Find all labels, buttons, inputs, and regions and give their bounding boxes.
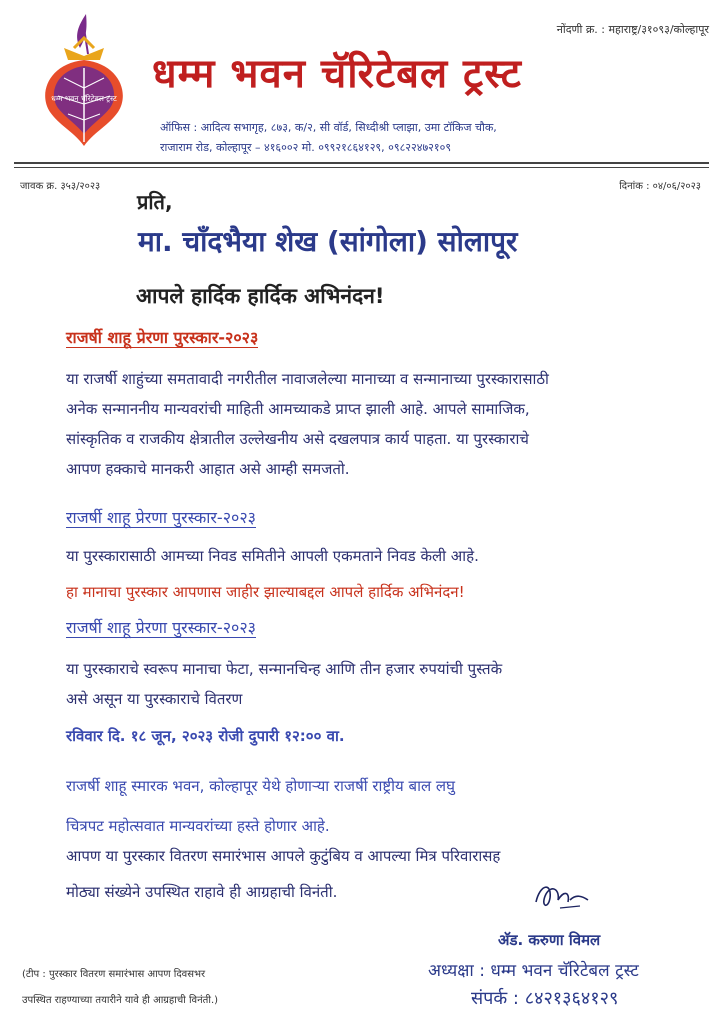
paragraph-line: सांस्कृतिक व राजकीय क्षेत्रातील उल्लेखनीय असे दखलपात्र कार्य पाहता. या पुरस्काराचे	[66, 430, 529, 448]
event-datetime: रविवार दि. १८ जून, २०२३ रोजी दुपारी १२:०० वा.	[66, 727, 345, 745]
header-divider-thin	[14, 167, 709, 168]
greeting: आपले हार्दिक हार्दिक अभिनंदन!	[136, 284, 385, 308]
award-title-3: राजर्षी शाहू प्रेरणा पुरस्कार-२०२३	[66, 618, 256, 637]
paragraph-1	[66, 364, 549, 484]
header-divider	[14, 162, 709, 164]
outward-number: जावक क्र. ३५३/२०२३	[20, 181, 101, 192]
paragraph-3	[66, 654, 502, 714]
award-title-1: राजर्षी शाहू प्रेरणा पुरस्कार-२०२३	[66, 328, 259, 347]
paragraph-line: अनेक सन्माननीय मान्यवरांची माहिती आमच्याकडे प्राप्त झाली आहे. आपले सामाजिक,	[66, 400, 530, 418]
recipient-name: मा. चाँदभैया शेख (सांगोला) सोलापूर	[138, 225, 518, 258]
paragraph-line: असे असून या पुरस्काराचे वितरण	[66, 690, 243, 708]
contact-number: संपर्क : ८४२१३६४१२९	[471, 988, 619, 1009]
signatory-designation: अध्यक्षा : धम्म भवन चॅरिटेबल ट्रस्ट	[428, 961, 639, 981]
signatory-name: अ‍ॅड. करुणा विमल	[498, 931, 601, 949]
footnote-line-1: (टीप : पुरस्कार वितरण समारंभास आपण दिवसभर	[22, 969, 206, 980]
paragraph-line: या पुरस्काराचे स्वरूप मानाचा फेटा, सन्मानचिन्ह आणि तीन हजार रुपयांची पुस्तके	[66, 660, 503, 678]
paragraph-line: या राजर्षी शाहुंच्या समतावादी नगरीतील नावाजलेल्या मानाच्या व सन्मानाच्या पुरस्कारासाठी	[66, 370, 549, 388]
footnote-line-2: उपस्थित राहण्याच्या तयारीने यावे ही आग्रहाची विनंती.)	[22, 995, 219, 1006]
address-line-2: राजाराम रोड, कोल्हापूर – ४१६००२ मो. ०९९२१८६४१२९, ०९८२२४७२१०९	[160, 141, 452, 154]
registration-number: नोंदणी क्र. : महाराष्ट्र/३१०९३/कोल्हापूर	[556, 23, 709, 36]
paragraph-2: या पुरस्कारासाठी आमच्या निवड समितीने आपली एकमताने निवड केली आहे.	[66, 547, 479, 565]
letter-date: दिनांक : ०४/०६/२०२३	[619, 181, 701, 192]
invitation-paragraph	[66, 838, 500, 910]
congratulations-line: हा मानाचा पुरस्कार आपणास जाहीर झाल्याबद्दल आपले हार्दिक अभिनंदन!	[66, 583, 465, 601]
trust-name-title: धम्म भवन चॅरिटेबल ट्रस्ट	[152, 51, 522, 97]
paragraph-line: आपण या पुरस्कार वितरण समारंभास आपले कुटुंबिय व आपल्या मित्र परिवारासह	[66, 847, 501, 865]
flame-icon	[64, 14, 104, 60]
paragraph-line: चित्रपट महोत्सवात मान्यवरांच्या हस्ते होणार आहे.	[66, 817, 330, 835]
paragraph-line: मोठ्या संख्येने उपस्थित राहावे ही आग्रहाची विनंती.	[66, 883, 338, 901]
award-title-2: राजर्षी शाहू प्रेरणा पुरस्कार-२०२३	[66, 508, 256, 527]
trust-logo	[28, 8, 140, 148]
address-line-1: ऑफिस : आदित्य सभागृह, ८७३, क/२, सी वॉर्ड, सिध्दीश्री प्लाझा, उमा टॉकिज चौक,	[160, 121, 497, 134]
paragraph-line: आपण हक्काचे मानकरी आहात असे आम्ही समजतो.	[66, 460, 350, 478]
signature	[530, 876, 594, 920]
paragraph-line: राजर्षी शाहू स्मारक भवन, कोल्हापूर येथे होणाऱ्या राजर्षी राष्ट्रीय बाल लघु	[66, 777, 455, 795]
salutation: प्रति,	[137, 190, 173, 214]
venue-paragraph	[66, 766, 455, 846]
logo-text: धम्म भवन चॅरिटेबल ट्रस्ट	[51, 94, 117, 103]
address-block	[160, 118, 497, 158]
